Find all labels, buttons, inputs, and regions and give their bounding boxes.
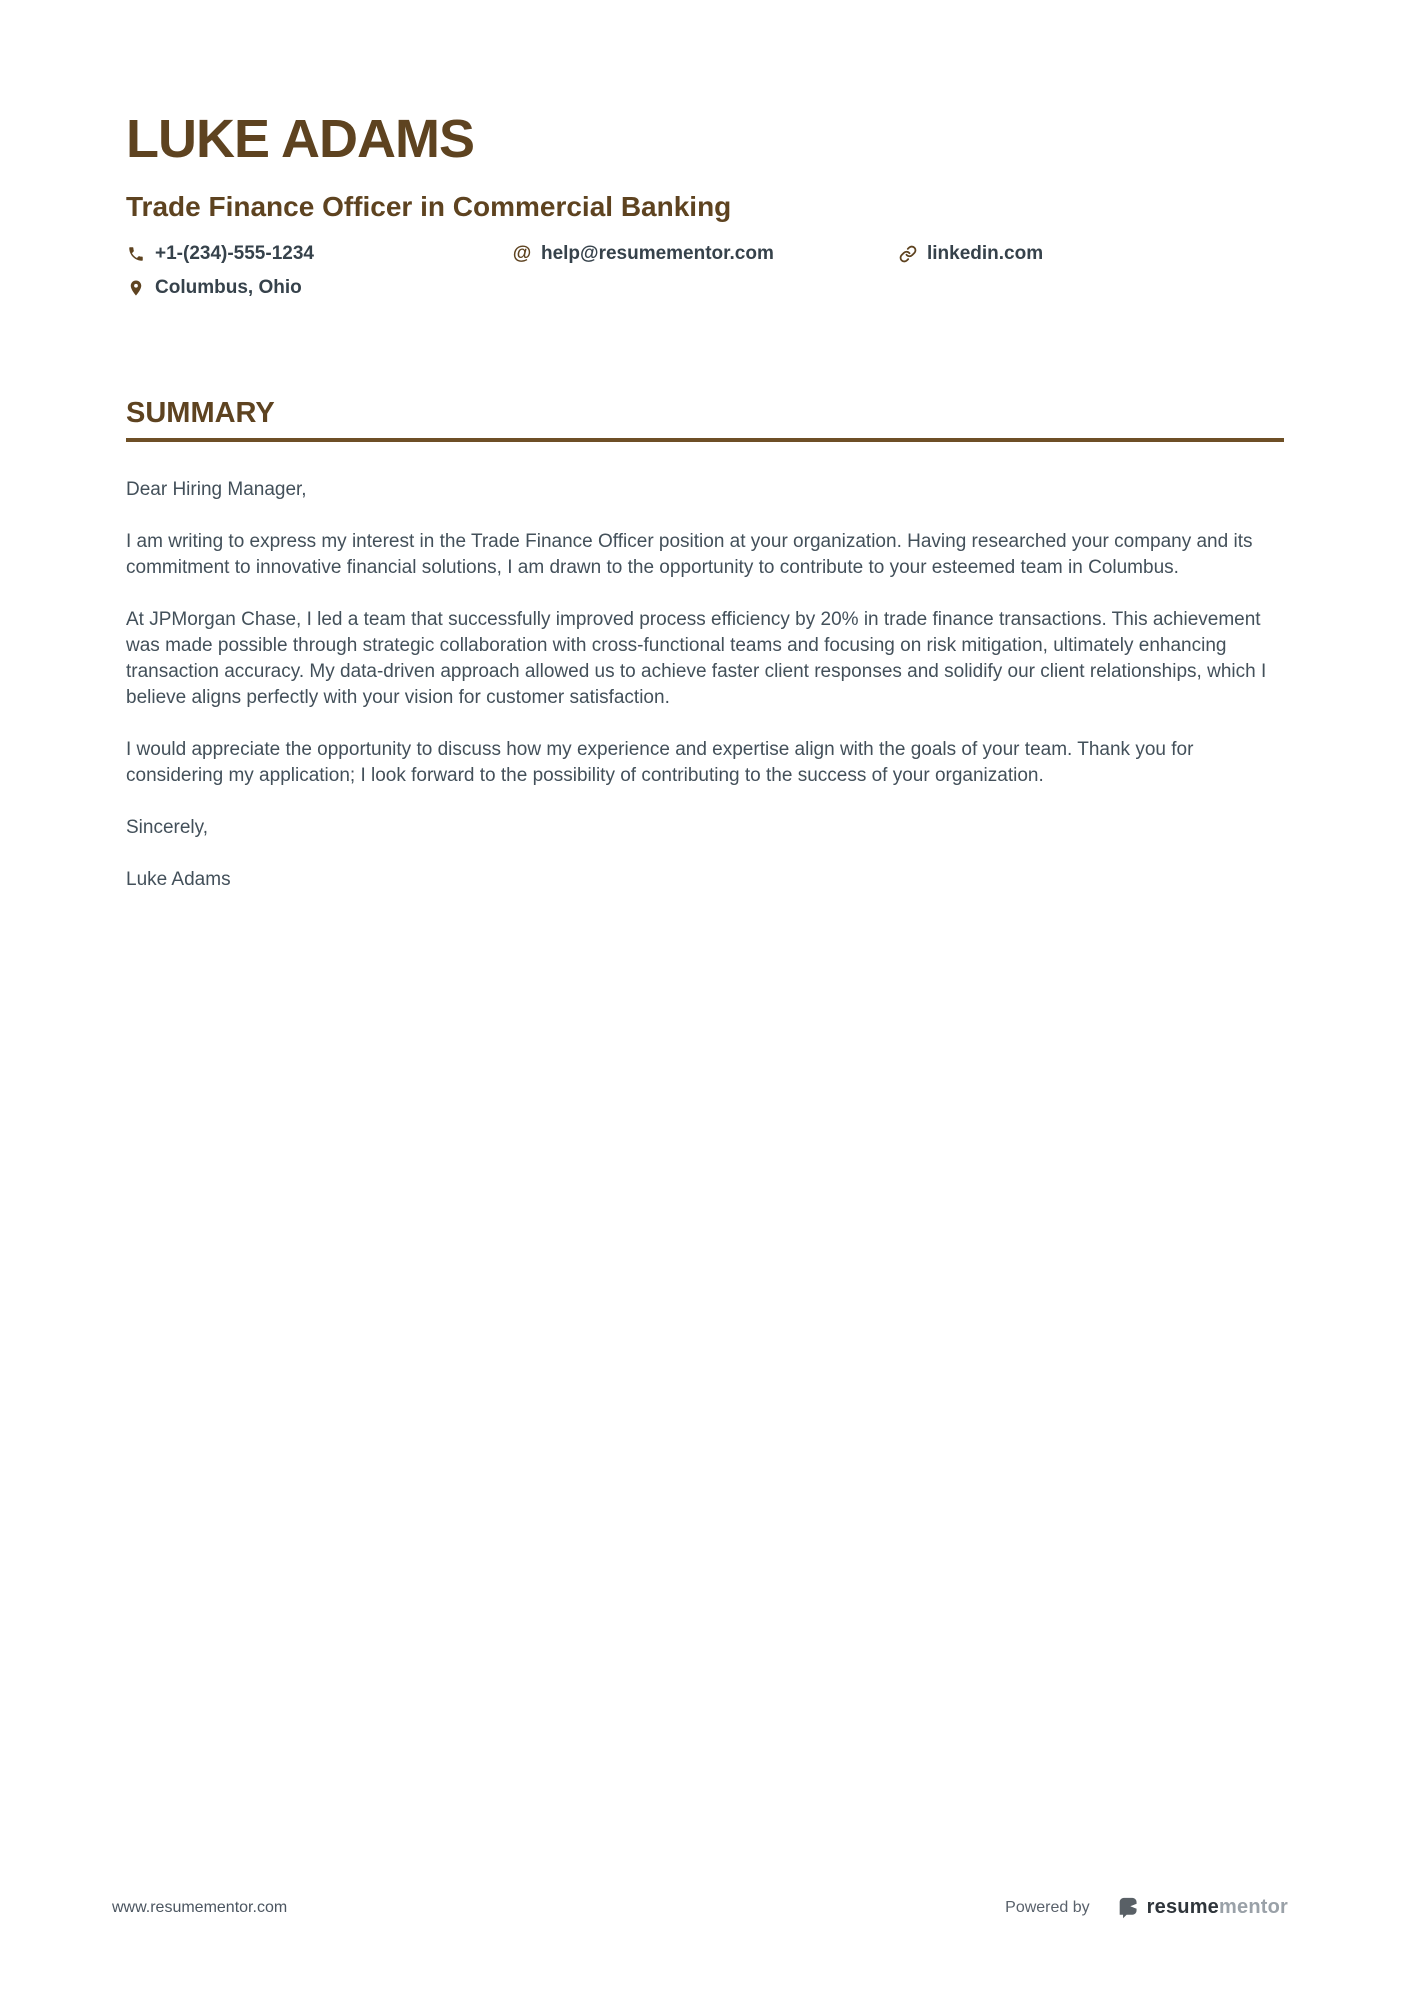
contact-location [126,277,512,299]
job-title: Trade Finance Officer in Commercial Banking [126,191,732,222]
candidate-name: LUKE ADAMS [126,109,474,169]
contact-phone [126,243,512,265]
location-icon [126,278,146,298]
footer-site-link[interactable]: www.resumementor.com [112,1898,288,1916]
intro-paragraph: I am writing to express my interest in the Trade Finance Officer position at your organization. Having researched your company and its commitment to innovative financial solutions, I am drawn to the opportunity to contribute to your esteemed team in Columbus. [126,530,1253,578]
brand-name [1147,1896,1288,1919]
resumementor-icon [1118,1897,1140,1919]
signature: Luke Adams [126,868,231,890]
experience-paragraph: At JPMorgan Chase, I led a team that successfully improved process efficiency by 20% in trade finance transactions. This achievement was made possible through strategic collaboration with cross-functional teams and focusing on risk mitigation, ultimately enhancing transaction accuracy. My data-driven approach allowed us to achieve faster client responses and solidify our client relationships, which I believe aligns perfectly with your vision for customer satisfaction. [126,608,1267,708]
link-icon [898,244,918,264]
brand-logo[interactable] [1118,1896,1288,1919]
contact-location-label: Columbus, Ohio [155,276,302,298]
brand-name-primary: resume [1146,1896,1220,1918]
cover-letter-body [126,477,1284,893]
powered-by-group [1005,1896,1288,1919]
phone-icon [126,244,146,264]
section-heading-summary: SUMMARY [126,396,275,429]
closing-paragraph: I would appreciate the opportunity to discuss how my experience and expertise align with the goals of your team. Thank you for considering my application; I look forward to the possibility of contributing to the success of your organization. [126,738,1194,786]
contact-list [126,243,1284,299]
sign-off: Sincerely, [126,816,209,838]
brand-name-secondary: mentor [1219,1896,1288,1918]
greeting-paragraph: Dear Hiring Manager, [126,478,307,500]
contact-linkedin-label[interactable]: linkedin.com [926,242,1044,264]
contact-email-label[interactable]: help@resumementor.com [540,242,774,264]
contact-phone-label: +1-(234)-555-1234 [155,242,314,264]
contact-email[interactable] [512,243,898,265]
powered-by-label: Powered by [1005,1898,1090,1916]
section-rule [126,438,1284,442]
at-icon: @ [512,242,532,264]
page-footer [112,1896,1288,1919]
contact-linkedin[interactable] [898,243,1284,265]
